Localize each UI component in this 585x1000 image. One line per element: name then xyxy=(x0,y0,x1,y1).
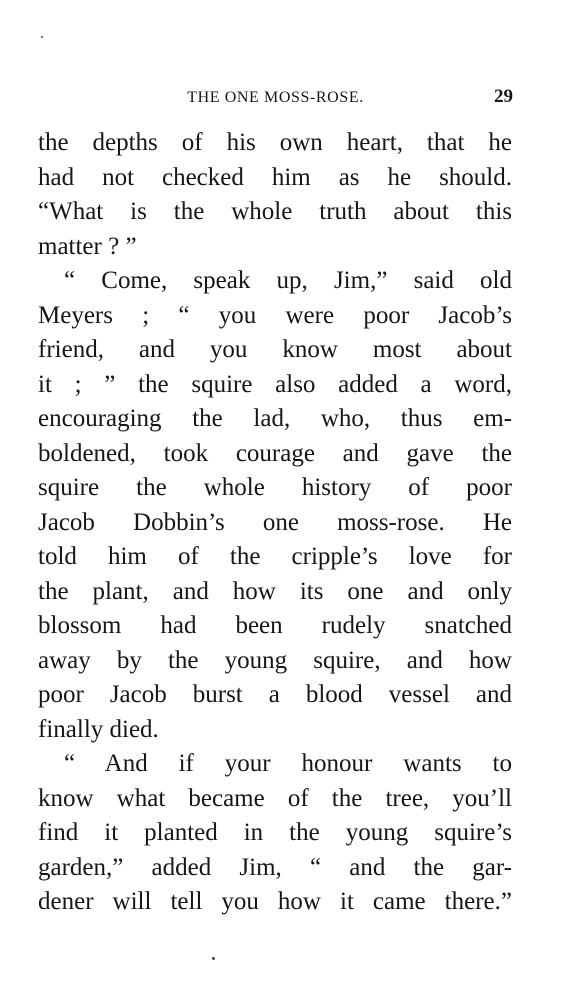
text-line: encouraging the lad, who, thus em- xyxy=(38,405,512,432)
body-text xyxy=(38,126,512,920)
text-line: matter ? ” xyxy=(38,232,137,260)
text-line: away by the young squire, and how xyxy=(38,646,512,674)
text-line: find it planted in the young squire’s xyxy=(38,819,512,846)
text-line: poor Jacob burst a blood vessel and xyxy=(38,681,512,708)
text-line: the plant, and how its one and only xyxy=(38,577,512,605)
text-line: told him of the cripple’s love for xyxy=(38,543,512,570)
text-line: blossom had been rudely snatched xyxy=(38,612,512,639)
text-line: “ And if your honour wants to xyxy=(64,750,512,777)
text-line: know what became of the tree, you’ll xyxy=(38,784,512,812)
text-line: squire the whole history of poor xyxy=(38,474,512,501)
text-line: Meyers ; “ you were poor Jacob’s xyxy=(38,301,512,329)
ink-speck xyxy=(212,957,215,960)
text-line: finally died. xyxy=(38,715,159,743)
page-header xyxy=(38,86,513,112)
ink-speck xyxy=(41,36,43,38)
text-line: had not checked him as he should. xyxy=(38,163,512,191)
text-line: the depths of his own heart, that he xyxy=(38,129,512,156)
text-line: garden,” added Jim, “ and the gar- xyxy=(38,853,512,881)
text-line: friend, and you know most about xyxy=(38,336,512,363)
text-line: it ; ” the squire also added a word, xyxy=(38,370,512,398)
text-line: Jacob Dobbin’s one moss-rose. He xyxy=(38,508,512,536)
text-line: “What is the whole truth about this xyxy=(38,198,512,225)
text-line: boldened, took courage and gave the xyxy=(38,439,512,467)
text-line: dener will tell you how it came there.” xyxy=(38,888,512,915)
running-title: THE ONE MOSS-ROSE. xyxy=(187,89,364,106)
text-line: “ Come, speak up, Jim,” said old xyxy=(64,267,512,294)
page-number: 29 xyxy=(494,86,513,107)
